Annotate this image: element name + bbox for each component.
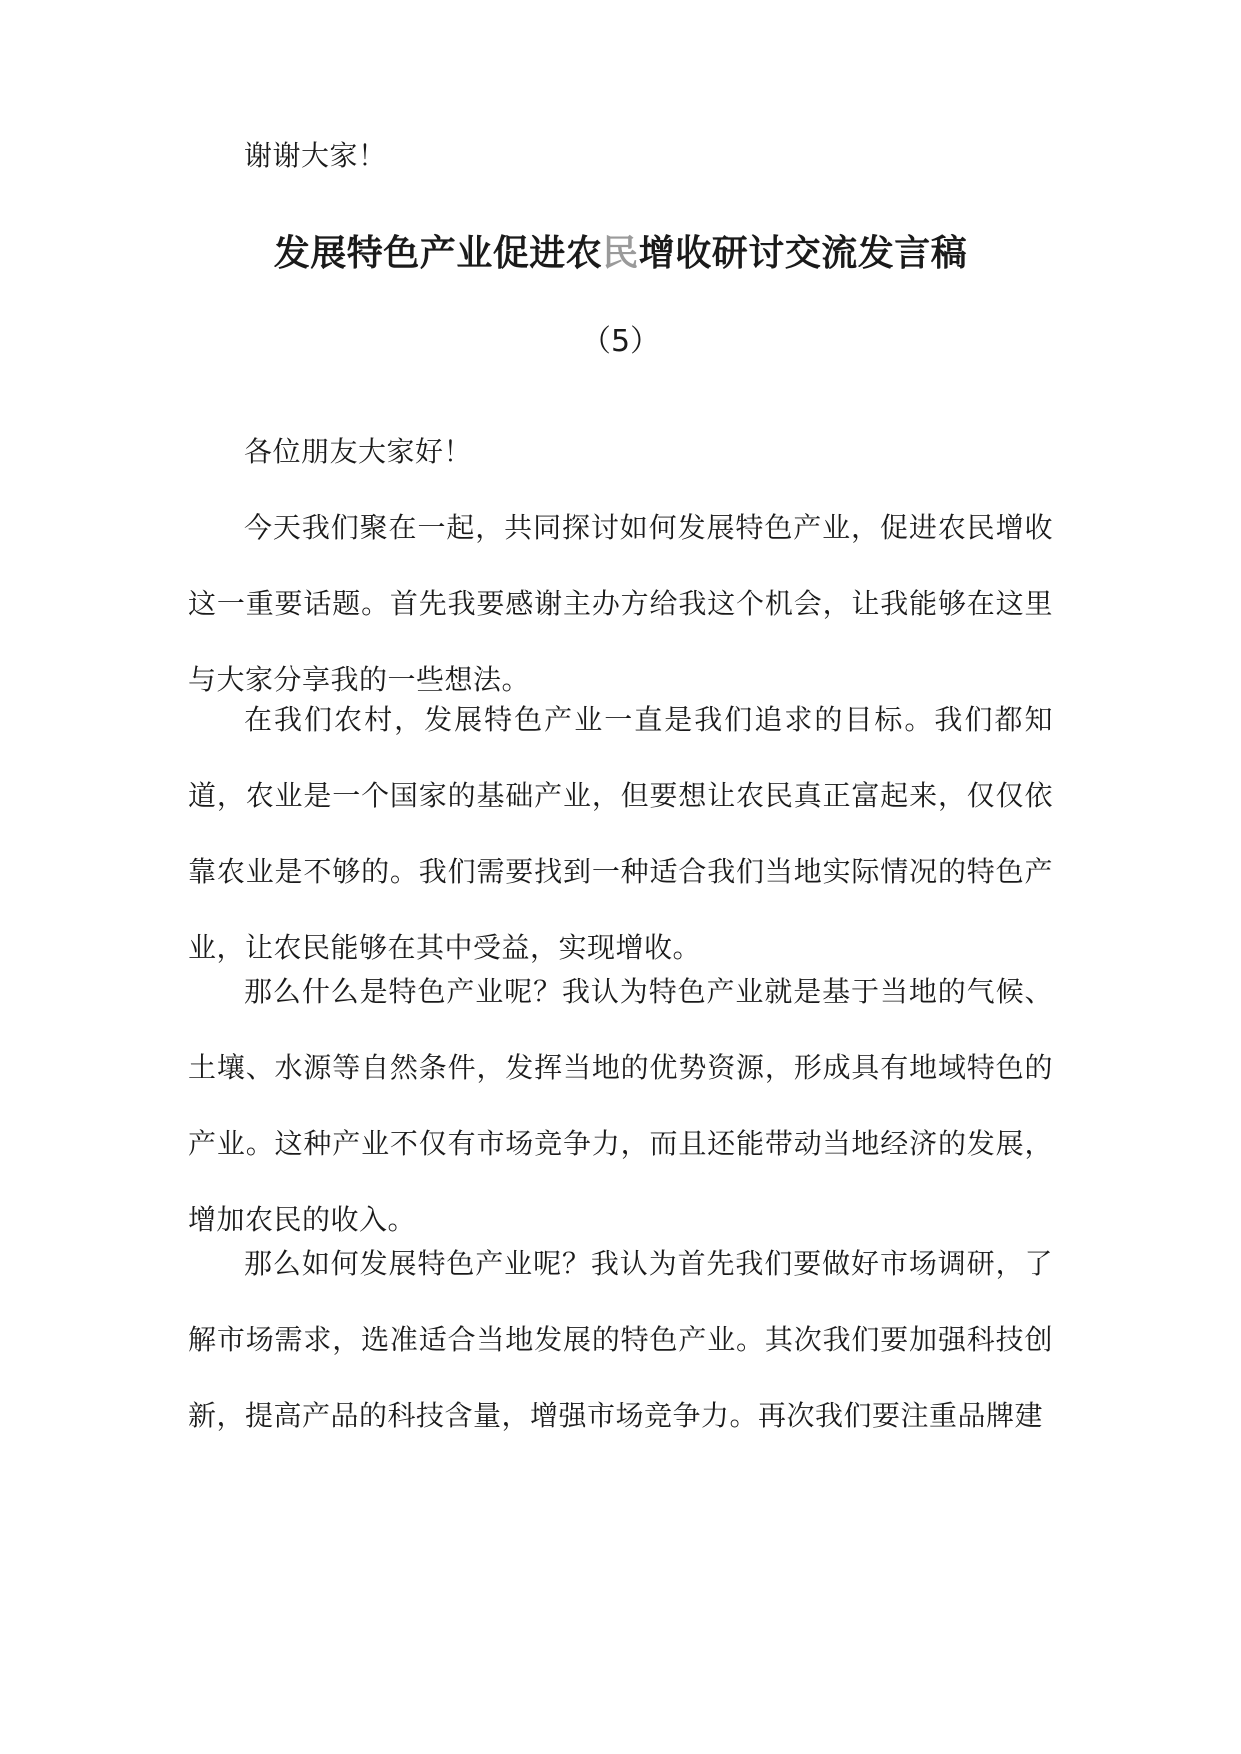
title-part-1: 发展特色产业促进农 [273,233,603,274]
document-title [188,230,1053,278]
body-paragraph: 今天我们聚在一起，共同探讨如何发展特色产业，促进农民增收这一重要话题。首先我要感谢主办方给我这个机会，让我能够在这里与大家分享我的一些想法。 [188,511,1053,696]
body-paragraph: 那么如何发展特色产业呢？我认为首先我们要做好市场调研，了解市场需求，选准适合当地发展的特色产业。其次我们要加强科技创新，提高产品的科技含量，增强市场竞争力。再次我们要注重品牌建 [188,1247,1053,1432]
body-paragraph: 那么什么是特色产业呢？我认为特色产业就是基于当地的气候、土壤、水源等自然条件，发挥当地的优势资源，形成具有地域特色的产业。这种产业不仅有市场竞争力，而且还能带动当地经济的发展，增加农民的收入。 [188,975,1053,1236]
title-part-2: 增收研讨交流发言稿 [638,233,968,274]
title-highlight-char: 民 [602,233,639,274]
document-subtitle: （5） [580,324,661,359]
closing-line: 谢谢大家！ [244,139,387,172]
greeting-line: 各位朋友大家好！ [244,435,473,468]
body-paragraph: 在我们农村，发展特色产业一直是我们追求的目标。我们都知道，农业是一个国家的基础产业，但要想让农民真正富起来，仅仅依靠农业是不够的。我们需要找到一种适合我们当地实际情况的特色产业，让农民能够在其中受益，实现增收。 [188,703,1053,964]
